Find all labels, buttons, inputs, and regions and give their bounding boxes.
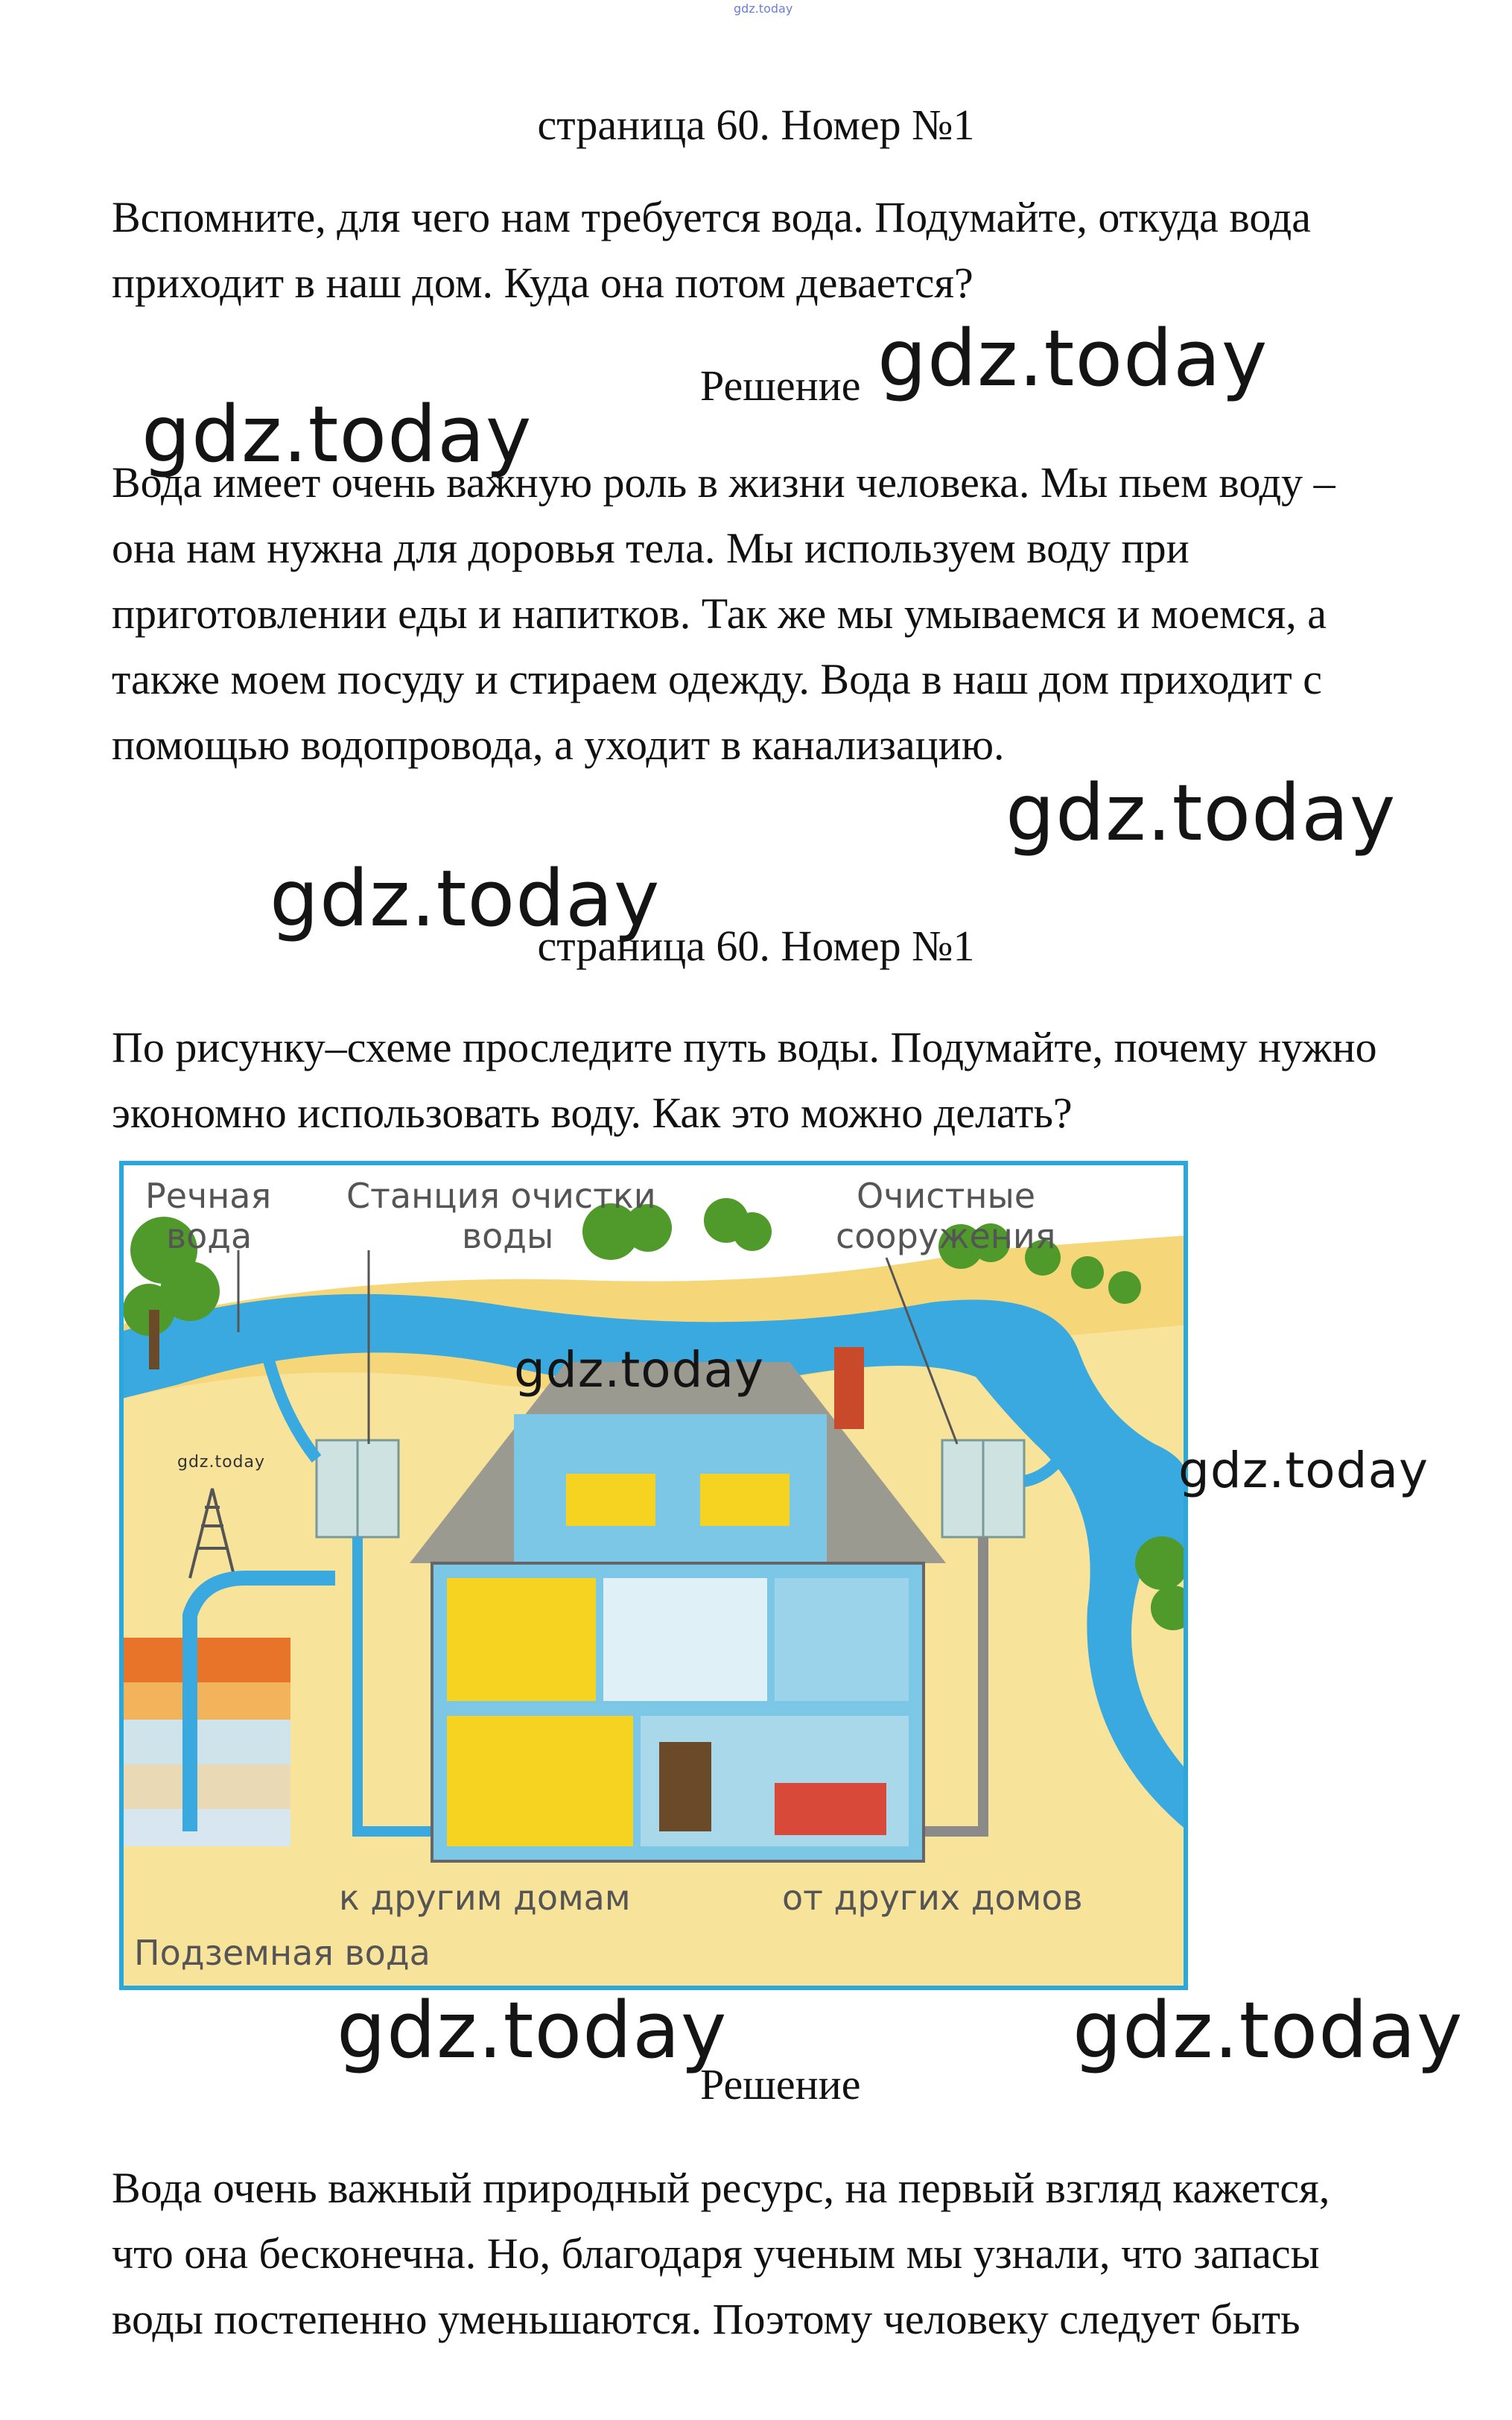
section1-question (112, 185, 1311, 316)
question-line: приходит в наш дом. Куда она потом девается? (112, 259, 973, 307)
section1-heading: страница 60. Номер №1 (537, 101, 975, 149)
label-line: воды (462, 1216, 554, 1256)
watermark: gdz.today (142, 389, 533, 480)
answer-line: она нам нужна для доровья тела. Мы используем воду при (112, 524, 1189, 572)
watermark: gdz.today (270, 853, 661, 944)
label-treatment-station (346, 1176, 656, 1256)
question-line: По рисунку–схеме проследите путь воды. Подумайте, почему нужно (112, 1023, 1377, 1071)
question-line: экономно использовать воду. Как это можно делать? (112, 1089, 1073, 1137)
label-groundwater: Подземная вода (134, 1933, 431, 1973)
section1-solution-label: Решение (700, 361, 861, 410)
answer-line: Вода имеет очень важную роль в жизни человека. Мы пьем воду – (112, 458, 1335, 507)
answer-line: Вода очень важный природный ресурс, на первый взгляд кажется, (112, 2164, 1330, 2212)
watermark: gdz.today (877, 313, 1268, 404)
answer-line: также моем посуду и стираем одежду. Вода в наш дом приходит с (112, 655, 1322, 703)
diagram-illustration (119, 1161, 1188, 1990)
label-from-other-houses: от других домов (782, 1878, 1083, 1918)
watermark: gdz.today (177, 1453, 266, 1472)
answer-line: помощью водопровода, а уходит в канализацию. (112, 720, 1005, 769)
label-sewage-plant (836, 1176, 1055, 1256)
answer-line: приготовлении еды и напитков. Так же мы умываемся и моемся, а (112, 589, 1327, 638)
section1-answer (112, 450, 1335, 778)
answer-line: что она бесконечна. Но, благодаря ученым мы узнали, что запасы (112, 2229, 1320, 2278)
watermark: gdz.today (1006, 767, 1397, 858)
label-line: Речная (145, 1176, 272, 1216)
watermark: gdz.today (1073, 1985, 1464, 2076)
top-watermark: gdz.today (734, 1, 793, 16)
answer-line: воды постепенно уменьшаются. Поэтому человеку следует быть (112, 2295, 1300, 2343)
label-to-other-houses: к другим домам (339, 1878, 631, 1918)
label-line: Станция очистки (346, 1176, 656, 1216)
watermark: gdz.today (1178, 1442, 1429, 1499)
section2-answer (112, 2155, 1330, 2352)
watermark: gdz.today (514, 1341, 765, 1399)
section2-solution-label: Решение (700, 2060, 861, 2109)
section2-heading: страница 60. Номер №1 (537, 922, 975, 970)
watermark: gdz.today (337, 1985, 728, 2076)
question-line: Вспомните, для чего нам требуется вода. Подумайте, откуда вода (112, 193, 1311, 241)
label-river-water (145, 1176, 271, 1256)
label-line: Очистные (857, 1176, 1036, 1216)
section2-question (112, 1015, 1377, 1146)
water-cycle-diagram (119, 1161, 1188, 1990)
label-line: вода (166, 1216, 252, 1256)
label-line: сооружения (836, 1216, 1056, 1256)
